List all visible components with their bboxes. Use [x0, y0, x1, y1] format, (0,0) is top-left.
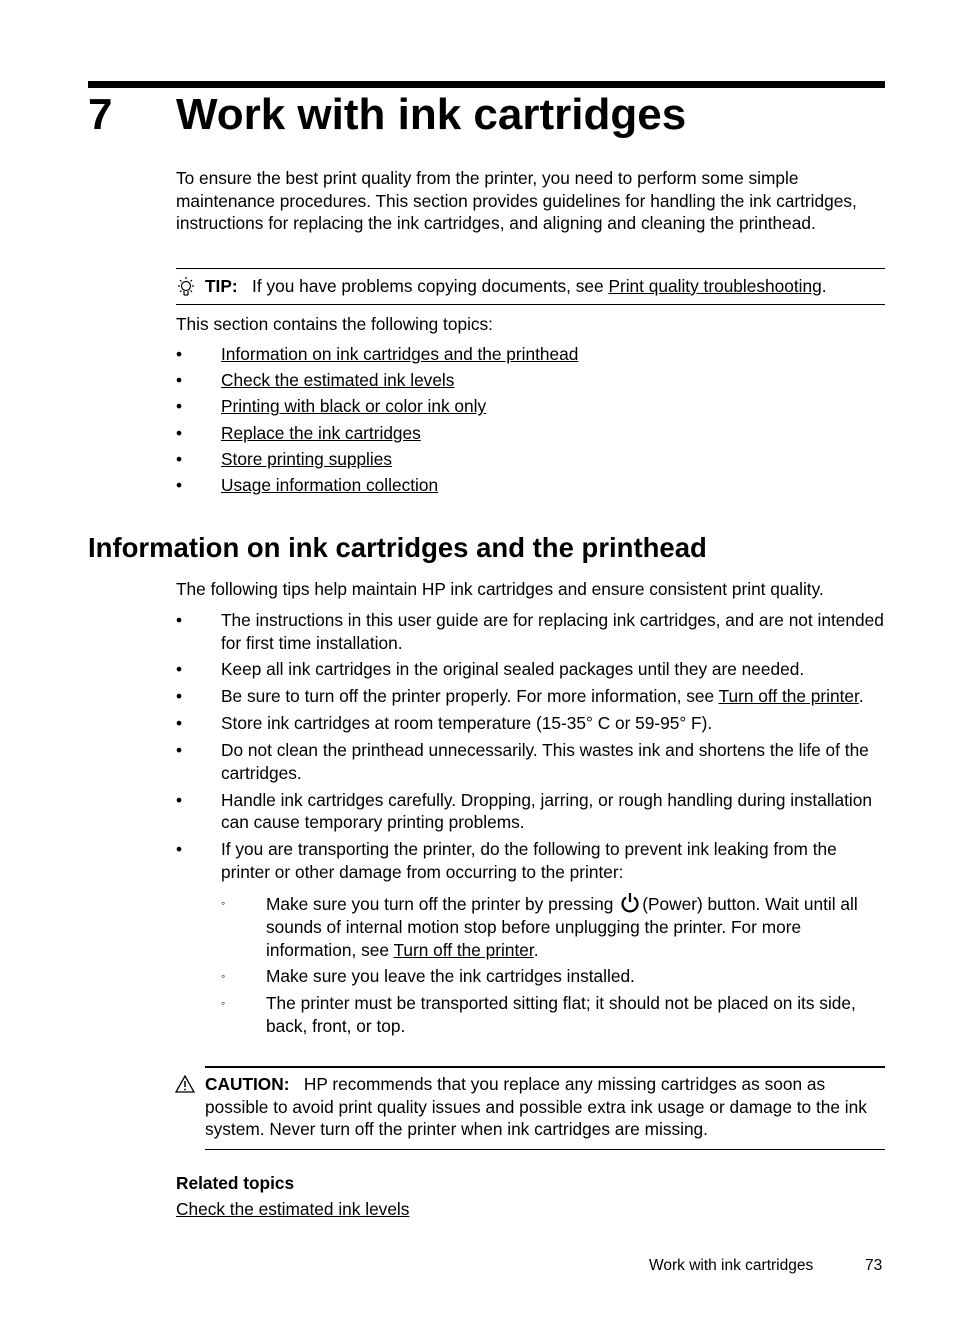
- lightbulb-icon: [176, 276, 196, 298]
- turn-off-printer-link[interactable]: Turn off the printer: [718, 686, 859, 707]
- footer-title: Work with ink cartridges: [649, 1257, 814, 1274]
- topic-link-information[interactable]: Information on ink cartridges and the printhead: [221, 344, 579, 364]
- related-check-ink-levels-link[interactable]: Check the estimated ink levels: [176, 1199, 410, 1219]
- topic-link-printing-black-color[interactable]: Printing with black or color ink only: [221, 396, 487, 417]
- list-item: • Replace the ink cartridges: [176, 422, 421, 443]
- chapter-title: Work with ink cartridges: [176, 90, 687, 139]
- list-item: ◦ Make sure you leave the ink cartridges installed.: [221, 966, 635, 987]
- list-item: • The instructions in this user guide are for replacing ink cartridges, and are not intended for first time installation.: [176, 610, 884, 653]
- chapter-rule: [88, 81, 885, 88]
- list-item: • Store printing supplies: [176, 448, 392, 469]
- list-item: • Keep all ink cartridges in the original sealed packages until they are needed.: [176, 659, 805, 680]
- tip-box: TIP: If you have problems copying documents, see Print quality troubleshooting.: [176, 268, 885, 305]
- list-item: • Information on ink cartridges and the printhead: [176, 344, 579, 364]
- list-item: • Printing with black or color ink only: [176, 396, 487, 417]
- list-item: • Handle ink cartridges carefully. Dropping, jarring, or rough handling during installation can cause temporary printing problems.: [176, 789, 872, 833]
- topic-link-store-supplies[interactable]: Store printing supplies: [221, 448, 392, 469]
- tip-text: If you have problems copying documents, see: [252, 276, 609, 296]
- chapter-intro: To ensure the best print quality from the printer, you need to perform some simple maintenance procedures. This section provides guidelines for handling the ink cartridges, instructions for replacing the ink cartridges, and aligning and cleaning the printhead.: [176, 168, 857, 234]
- topics-list: [176, 343, 578, 500]
- caution-label: CAUTION:: [205, 1074, 290, 1094]
- caution-text: HP recommends that you replace any missing cartridges as soon as possible to avoid print quality issues and possible extra ink usage or damage to the ink system. Never turn off the printer when ink cartridges are missing.: [205, 1074, 867, 1140]
- page-number: 73: [865, 1257, 883, 1274]
- topics-intro: This section contains the following topics:: [176, 314, 493, 334]
- list-item: ◦ Make sure you turn off the printer by pressing (Power) button. Wait until all sounds of internal motion stop before unplugging the printer. For more information, see Turn off the printer.: [221, 894, 858, 960]
- list-item: • Store ink cartridges at room temperature (15-35° C or 59-95° F).: [176, 713, 713, 734]
- list-item: • Be sure to turn off the printer properly. For more information, see Turn off the printer.: [176, 686, 864, 707]
- tips-list: [176, 609, 885, 1042]
- tip-label: TIP:: [205, 276, 238, 296]
- section-intro: The following tips help maintain HP ink cartridges and ensure consistent print quality.: [176, 579, 824, 599]
- list-item: • Do not clean the printhead unnecessarily. This wastes ink and shortens the life of the cartridges.: [176, 740, 869, 783]
- transport-sublist: [221, 892, 885, 1037]
- topic-link-usage-information[interactable]: Usage information collection: [221, 474, 439, 495]
- warning-icon: [175, 1075, 195, 1093]
- print-quality-troubleshooting-link[interactable]: Print quality troubleshooting: [608, 276, 822, 296]
- power-icon: [620, 892, 640, 914]
- list-item: • If you are transporting the printer, do the following to prevent ink leaking from the printer or other damage from occurring to the printer: ◦ Make sure you turn off the printer by pressing (Power) button. Wait until all sounds of internal motion stop before unplugging the printer. For more information, see Turn off the printer. ◦ Make sure you leave the ink cartridges installed. ◦ The printer must be transported sitting flat; it should not be placed on its side, back, front, or top.: [176, 838, 885, 1037]
- topic-link-replace-cartridges[interactable]: Replace the ink cartridges: [221, 422, 421, 443]
- chapter-number: 7: [88, 90, 113, 139]
- section-heading: Information on ink cartridges and the printhead: [88, 532, 707, 563]
- turn-off-printer-link-2[interactable]: Turn off the printer: [393, 939, 534, 960]
- related-topics-heading: Related topics: [176, 1173, 295, 1193]
- caution-box: [205, 1066, 885, 1150]
- list-item: ◦ The printer must be transported sitting flat; it should not be placed on its side, back, front, or top.: [221, 993, 856, 1036]
- list-item: • Usage information collection: [176, 474, 439, 495]
- topic-link-check-ink-levels[interactable]: Check the estimated ink levels: [221, 370, 455, 391]
- list-item: • Check the estimated ink levels: [176, 370, 455, 391]
